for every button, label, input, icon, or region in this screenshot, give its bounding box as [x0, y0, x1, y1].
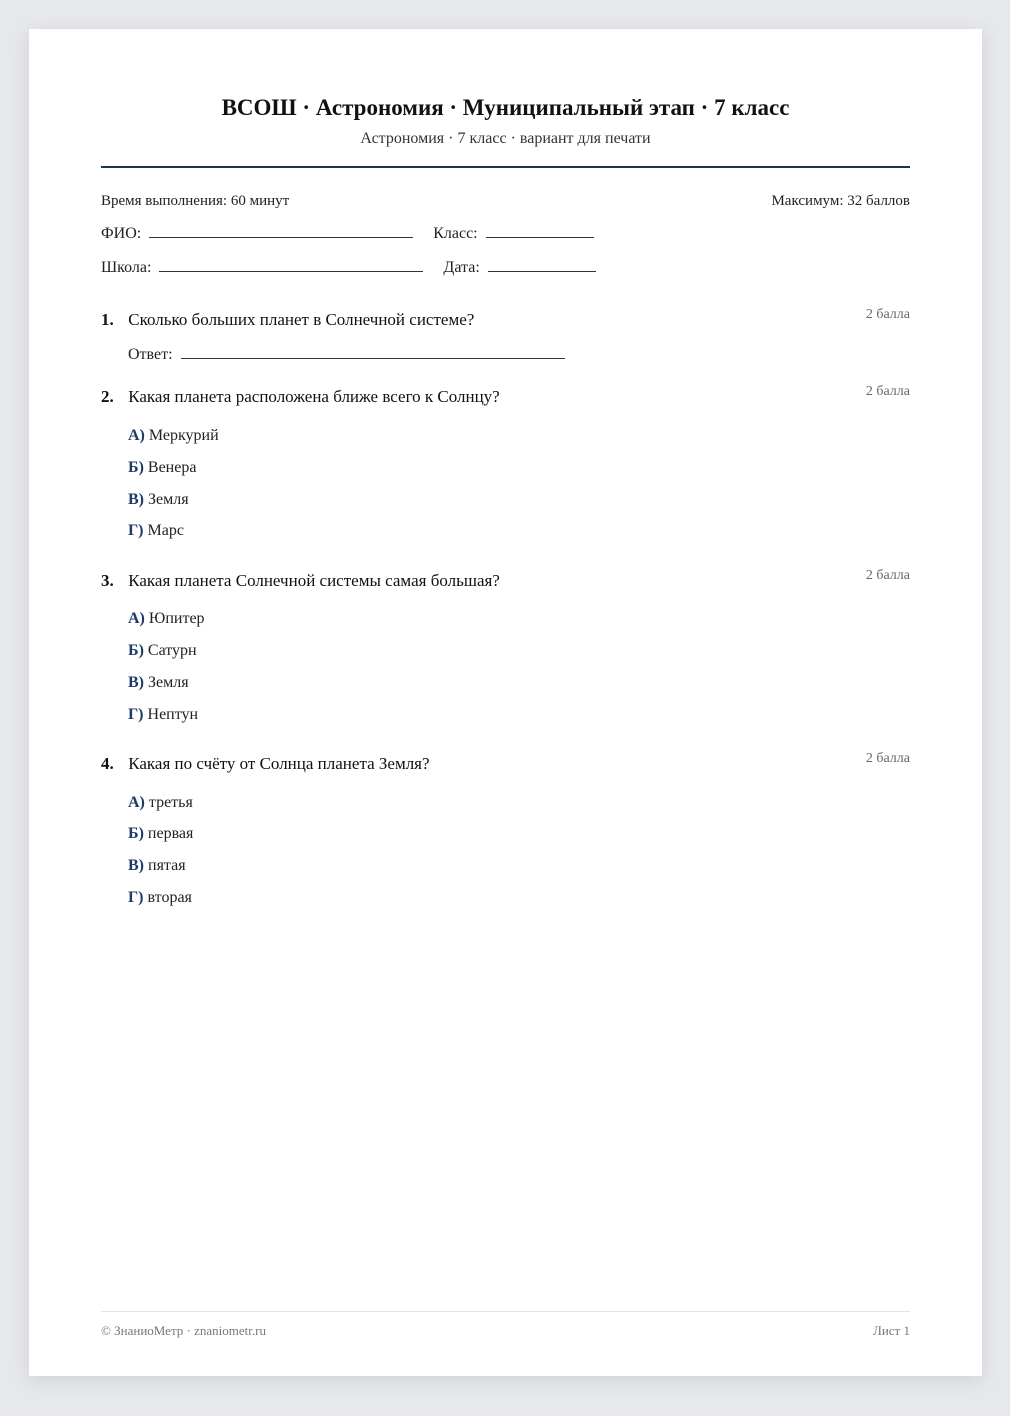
page-subtitle: Астрономия · 7 класс · вариант для печати [360, 130, 651, 147]
question-number: 2. [101, 387, 114, 406]
answer-row [128, 346, 565, 364]
class-label: Класс: [433, 225, 478, 242]
question-text: Какая по счёту от Солнца планета Земля? [128, 754, 430, 773]
footer-copyright: © ЗнаниоМетр · znaniometr.ru [101, 1323, 266, 1338]
option-d[interactable] [128, 889, 192, 907]
option-a[interactable] [128, 427, 219, 445]
option-c[interactable] [128, 491, 189, 509]
question-header [101, 307, 910, 334]
answer-blank[interactable] [181, 358, 565, 359]
footer-divider [101, 1311, 910, 1312]
question-3 [101, 568, 910, 723]
option-letter: В) [128, 857, 144, 874]
page-title: ВСОШ · Астрономия · Муниципальный этап · 7 класс [221, 95, 790, 120]
option-letter: Г) [128, 889, 144, 906]
option-letter: Б) [128, 642, 144, 659]
student-fields-row-1 [101, 225, 594, 243]
question-header [101, 384, 910, 411]
option-letter: В) [128, 674, 144, 691]
option-a[interactable] [128, 794, 193, 812]
date-label: Дата: [443, 259, 480, 276]
option-letter: А) [128, 794, 145, 811]
question-2 [101, 384, 910, 539]
option-b[interactable] [128, 642, 197, 660]
option-text: Марс [147, 522, 184, 539]
option-text: Юпитер [148, 610, 205, 627]
question-points: 2 балла [865, 568, 910, 583]
option-letter: Г) [128, 522, 144, 539]
option-text: Венера [147, 459, 197, 476]
question-text: Сколько больших планет в Солнечной системе? [128, 310, 475, 329]
option-text: третья [148, 794, 193, 811]
fio-blank[interactable] [149, 237, 413, 238]
option-letter: В) [128, 491, 144, 508]
question-points: 2 балла [865, 384, 910, 399]
option-b[interactable] [128, 825, 193, 843]
question-text: Какая планета расположена ближе всего к Солнцу? [128, 387, 500, 406]
question-text: Какая планета Солнечной системы самая большая? [128, 571, 500, 590]
title-divider [101, 166, 910, 168]
question-number: 1. [101, 310, 114, 329]
option-text: Меркурий [148, 427, 219, 444]
question-points: 2 балла [865, 307, 910, 322]
student-fields-row-2 [101, 259, 596, 277]
class-blank[interactable] [486, 237, 594, 238]
option-c[interactable] [128, 674, 189, 692]
footer-sheet-number: Лист 1 [873, 1323, 910, 1338]
option-letter: Б) [128, 825, 144, 842]
option-letter: Б) [128, 459, 144, 476]
option-c[interactable] [128, 857, 186, 875]
option-text: Земля [148, 674, 189, 691]
option-letter: Г) [128, 706, 144, 723]
option-a[interactable] [128, 610, 205, 628]
option-text: Нептун [147, 706, 199, 723]
fio-label: ФИО: [101, 225, 142, 242]
school-blank[interactable] [159, 271, 423, 272]
option-text: пятая [148, 857, 186, 874]
question-4 [101, 751, 910, 906]
question-1 [101, 307, 910, 363]
option-d[interactable] [128, 706, 198, 724]
option-letter: А) [128, 427, 145, 444]
question-header [101, 751, 910, 778]
option-letter: А) [128, 610, 145, 627]
question-number: 3. [101, 571, 114, 590]
print-sheet [29, 29, 982, 1376]
question-number: 4. [101, 754, 114, 773]
option-text: Сатурн [147, 642, 197, 659]
question-header [101, 568, 910, 595]
school-label: Школа: [101, 259, 152, 276]
option-text: первая [147, 825, 194, 842]
answer-label: Ответ: [128, 346, 173, 363]
option-text: Земля [148, 491, 189, 508]
max-score: Максимум: 32 баллов [771, 193, 910, 209]
question-points: 2 балла [865, 751, 910, 766]
time-limit: Время выполнения: 60 минут [101, 193, 290, 209]
option-text: вторая [147, 889, 192, 906]
date-blank[interactable] [488, 271, 596, 272]
option-d[interactable] [128, 522, 184, 540]
option-b[interactable] [128, 459, 196, 477]
